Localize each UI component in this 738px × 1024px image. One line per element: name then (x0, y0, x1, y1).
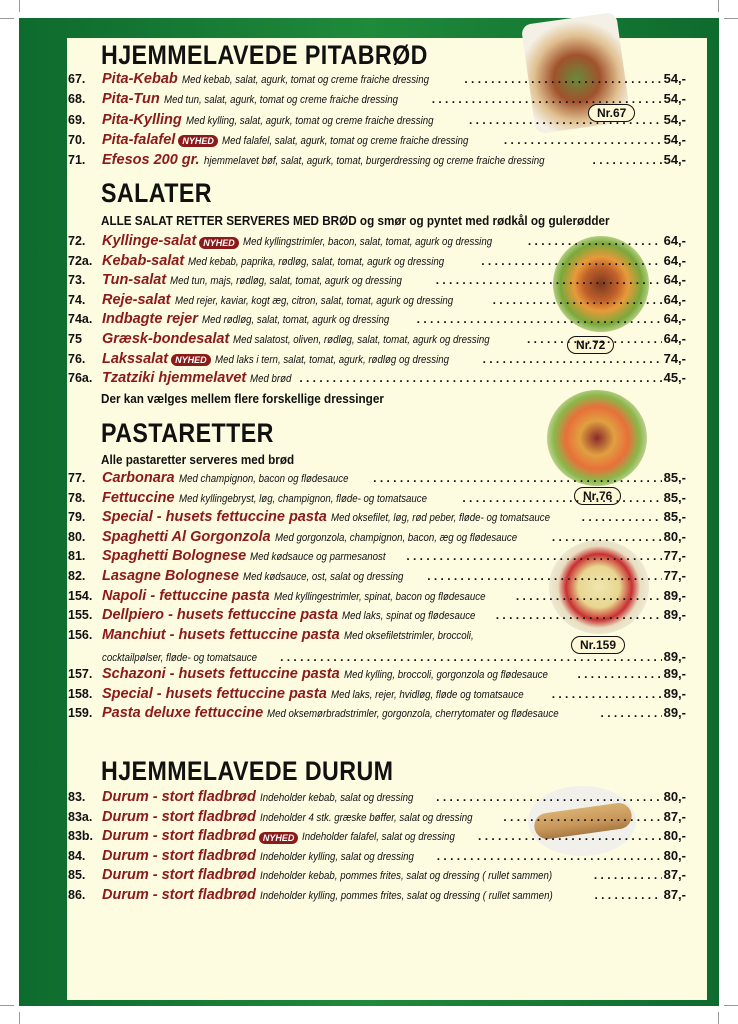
item-price: 80,- (663, 847, 686, 863)
nyhed-badge: NYHED (199, 237, 239, 249)
item-price: 74,- (663, 350, 686, 366)
item-description: Med laks, spinat og flødesauce (342, 610, 476, 623)
leader-dots (493, 293, 662, 307)
item-number: 86. (68, 888, 86, 902)
menu-item-row (68, 666, 686, 685)
item-description: Med oksefiletstrimler, broccoli, (343, 629, 474, 642)
item-name: Special - husets fettuccine pasta (102, 685, 327, 702)
item-name: Spaghetti Bolognese (102, 548, 247, 565)
item-price: 85,- (663, 489, 686, 505)
crop-mark (724, 18, 738, 19)
item-price: 80,- (663, 789, 686, 804)
item-description: Med kebab, salat, agurk, tomat og creme fraiche dressing (181, 74, 429, 86)
leader-dots (436, 790, 661, 804)
item-name: Durum - stort fladbrød (102, 828, 256, 845)
item-number: 156. (68, 627, 93, 642)
leader-dots (527, 332, 662, 346)
pasta-continuation-row (68, 649, 686, 668)
item-price: 89,- (663, 587, 686, 603)
menu-item-row (68, 509, 686, 528)
item-number: 154. (68, 588, 93, 603)
item-price: 54,- (663, 131, 686, 147)
item-price: 54,- (663, 91, 686, 107)
item-description: Med kyllingstrimler, bacon, salat, tomat, agurk og dressing (242, 236, 492, 248)
item-description: hjemmelavet bøf, salat, agurk, tomat, burgerdressing og creme fraiche dressing (203, 155, 545, 168)
leader-dots (406, 549, 661, 563)
leader-dots (552, 530, 662, 544)
leader-dots (427, 569, 661, 583)
item-description: Med kyllingestrimler, spinat, bacon og flødesauce (273, 590, 486, 603)
leader-dots (483, 352, 662, 366)
item-number: 72. (68, 234, 86, 248)
item-name: Pita-falafel (102, 131, 176, 148)
item-description: Med oksefilet, løg, rød peber, fløde- og tomatsauce (330, 512, 550, 525)
menu-item-row (68, 132, 686, 151)
nyhed-badge: NYHED (171, 354, 211, 366)
item-price: 54,- (663, 152, 686, 168)
menu-item-row (68, 331, 686, 350)
item-name: Carbonara (102, 470, 175, 486)
crop-mark (718, 1012, 719, 1024)
dressing-note: Der kan vælges mellem flere forskellige dressinger (101, 391, 384, 406)
menu-item-row (68, 292, 686, 311)
menu-item-row (68, 311, 686, 330)
item-price: 80,- (663, 528, 686, 544)
item-name: Pita-Kylling (102, 111, 182, 128)
item-description: Indeholder falafel, salat og dressing (302, 831, 456, 844)
menu-item-row (68, 887, 686, 906)
item-number: 83a. (68, 809, 93, 824)
item-name: Tun-salat (102, 272, 167, 289)
item-description: Med tun, salat, agurk, tomat og creme fraiche dressing (163, 94, 398, 107)
menu-item-row (68, 91, 686, 110)
leader-dots (503, 810, 661, 824)
nyhed-badge: NYHED (259, 832, 299, 844)
item-number: 81. (68, 549, 86, 564)
item-name: Pita-Tun (102, 91, 160, 108)
leader-dots (481, 254, 661, 268)
item-price: 89,- (663, 685, 686, 701)
item-price: 64,- (663, 291, 686, 307)
leader-dots (299, 371, 661, 385)
menu-item-row (68, 705, 686, 724)
leader-dots (582, 510, 662, 524)
leader-dots (437, 849, 662, 863)
crop-mark (724, 1005, 738, 1006)
menu-item-row (68, 828, 686, 847)
item-number: 73. (68, 273, 86, 288)
item-name: Manchiut - husets fettuccine pasta (102, 626, 340, 643)
leader-dots (516, 589, 662, 603)
item-price: 54,- (663, 111, 686, 127)
item-number: 75 (68, 332, 82, 346)
item-description: Med gorgonzola, champignon, bacon, æg og flødesauce (274, 531, 517, 544)
item-number: 85. (68, 868, 86, 883)
item-number: 157. (68, 667, 93, 681)
menu-item-row (68, 848, 686, 867)
menu-item-row (68, 686, 686, 705)
item-price: 64,- (663, 331, 686, 346)
crop-mark (0, 18, 14, 19)
item-description: Indeholder kylling, pommes frites, salat og dressing ( rullet sammen) (259, 890, 553, 902)
item-description: Med falafel, salat, agurk, tomat og creme fraiche dressing (221, 134, 469, 147)
menu-item-row (68, 370, 686, 389)
item-name: Durum - stort fladbrød (102, 789, 256, 805)
item-number: 84. (68, 848, 86, 863)
item-name: Pasta deluxe fettuccine (102, 705, 264, 722)
menu-item-row (68, 112, 686, 131)
item-number: 83b. (68, 829, 94, 844)
item-number: 76a. (68, 371, 93, 386)
item-description: cocktailpølser, fløde- og tomatsauce (102, 652, 257, 664)
item-price: 77,- (663, 568, 686, 583)
item-number: 69. (68, 112, 86, 127)
leader-dots (594, 888, 661, 902)
leader-dots (552, 687, 662, 701)
menu-item-row (68, 529, 686, 548)
menu-item-row (68, 470, 686, 489)
crop-mark (19, 0, 20, 12)
leader-dots (496, 608, 662, 622)
leader-dots (528, 234, 662, 248)
item-number: 70. (68, 132, 86, 147)
item-description: Med oksemørbradstrimler, gorgonzola, cherrytomater og flødesauce (267, 708, 559, 721)
item-price: 64,- (663, 252, 686, 268)
item-name: Græsk-bondesalat (102, 331, 230, 347)
item-number: 82. (68, 569, 86, 583)
section-title-pita: HJEMMELAVEDE PITABRØD (101, 40, 428, 70)
item-price: 89,- (663, 649, 686, 664)
menu-item-row (68, 490, 686, 509)
item-name: Spaghetti Al Gorgonzola (102, 528, 271, 545)
menu-item-row (68, 272, 686, 291)
item-number: 78. (68, 490, 86, 505)
item-price: 85,- (663, 470, 686, 485)
item-number: 67. (68, 72, 86, 86)
item-name: Durum - stort fladbrød (102, 867, 256, 884)
item-price: 54,- (663, 71, 686, 86)
leader-dots (436, 273, 662, 287)
item-number: 159. (68, 706, 93, 721)
menu-item-row (68, 867, 686, 886)
item-description: Med brød (250, 373, 292, 386)
item-number: 158. (68, 686, 93, 701)
item-description: Indeholder kylling, salat og dressing (259, 850, 414, 863)
leader-dots (462, 491, 661, 505)
leader-dots (469, 113, 662, 127)
crop-mark (0, 1005, 14, 1006)
crop-mark (19, 1012, 20, 1024)
item-name: Efesos 200 gr. (102, 152, 200, 169)
section-subtitle-pasta: Alle pastaretter serveres med brød (101, 452, 295, 467)
item-description: Med kødsauce, ost, salat og dressing (242, 571, 404, 583)
item-price: 64,- (663, 233, 686, 248)
leader-dots (417, 312, 662, 326)
item-description: Indeholder 4 stk. græske bøffer, salat og dressing (259, 811, 473, 824)
item-name: Special - husets fettuccine pasta (102, 509, 327, 526)
photo-label-salad2: Nr.76 (574, 487, 621, 505)
item-name: Reje-salat (102, 291, 171, 308)
item-name: Lasagne Bolognese (102, 568, 239, 584)
leader-dots (504, 133, 662, 147)
item-name: Durum - stort fladbrød (102, 808, 256, 825)
leader-dots (478, 829, 662, 843)
item-number: 80. (68, 529, 86, 544)
menu-item-row (68, 351, 686, 370)
item-name: Kebab-salat (102, 252, 185, 269)
menu-item-row (68, 152, 686, 171)
menu-item-row (68, 233, 686, 252)
item-number: 72a. (68, 253, 93, 268)
item-price: 80,- (663, 828, 686, 844)
menu-item-row (68, 71, 686, 90)
menu-item-row (68, 789, 686, 808)
section-title-pasta: PASTARETTER (101, 418, 274, 448)
item-price: 85,- (663, 509, 686, 525)
leader-dots (373, 471, 661, 485)
item-description: Med champignon, bacon og flødesauce (178, 473, 349, 485)
item-price: 89,- (663, 666, 686, 681)
photo-label-pita: Nr.67 (588, 104, 635, 122)
item-description: Med rejer, kaviar, kogt æg, citron, salat, tomat, agurk og dressing (174, 294, 453, 307)
item-number: 74a. (68, 312, 93, 327)
item-description: Med kylling, salat, agurk, tomat og creme fraiche dressing (185, 114, 434, 127)
section-title-durum: HJEMMELAVEDE DURUM (101, 756, 394, 786)
item-price: 89,- (663, 607, 686, 623)
leader-dots (593, 153, 662, 167)
item-number: 74. (68, 292, 86, 307)
menu-item-row (68, 627, 686, 646)
item-name: Indbagte rejer (102, 311, 198, 328)
item-name: Napoli - fettuccine pasta (102, 587, 270, 604)
item-number: 71. (68, 153, 86, 168)
leader-dots (594, 868, 662, 882)
crop-mark (718, 0, 719, 12)
item-number: 155. (68, 608, 93, 623)
item-name: Tzatziki hjemmelavet (102, 370, 247, 387)
item-description: Med tun, majs, rødløg, salat, tomat, agurk og dressing (170, 275, 403, 288)
item-name: Pita-Kebab (102, 71, 178, 87)
item-price: 89,- (663, 705, 686, 721)
item-name: Durum - stort fladbrød (102, 887, 256, 903)
item-price: 64,- (663, 272, 686, 288)
menu-item-row (68, 548, 686, 567)
item-name: Durum - stort fladbrød (102, 847, 256, 864)
item-description: Med salatost, oliven, rødløg, salat, tomat, agurk og dressing (233, 334, 490, 346)
item-number: 83. (68, 790, 86, 804)
item-name: Kyllinge-salat (102, 233, 197, 249)
item-description: Med kødsauce og parmesanost (250, 551, 386, 564)
item-name: Dellpiero - husets fettuccine pasta (102, 607, 339, 624)
item-name: Schazoni - husets fettuccine pasta (102, 666, 340, 682)
item-number: 77. (68, 471, 86, 485)
leader-dots (280, 650, 662, 664)
item-name: Lakssalat (102, 350, 169, 367)
leader-dots (432, 92, 662, 106)
photo-label-pasta: Nr.159 (571, 636, 625, 654)
photo-label-salad: Nr.72 (567, 336, 614, 354)
item-name: Fettuccine (102, 489, 175, 506)
item-description: Indeholder kebab, pommes frites, salat og dressing ( rullet sammen) (259, 870, 553, 883)
item-description: Med kebab, paprika, rødløg, salat, tomat, agurk og dressing (188, 255, 445, 268)
leader-dots (464, 72, 661, 86)
nyhed-badge: NYHED (178, 135, 218, 147)
item-number: 76. (68, 351, 86, 366)
item-price: 45,- (663, 370, 686, 386)
menu-item-row (68, 568, 686, 587)
menu-item-row (68, 607, 686, 626)
leader-dots (577, 667, 661, 681)
menu-item-row (68, 253, 686, 272)
item-description: Med kyllingebryst, løg, champignon, fløde- og tomatsauce (178, 492, 427, 505)
item-price: 64,- (663, 311, 686, 327)
item-number: 68. (68, 92, 86, 107)
item-description: Indeholder kebab, salat og dressing (259, 792, 414, 804)
item-number: 79. (68, 510, 86, 525)
leader-dots (601, 706, 662, 720)
item-price: 87,- (663, 867, 686, 883)
item-price: 87,- (663, 887, 686, 902)
menu-item-row (68, 588, 686, 607)
section-title-salater: SALATER (101, 178, 212, 208)
item-description: Med rødløg, salat, tomat, agurk og dressing (201, 314, 390, 327)
item-description: Med laks, rejer, hvidløg, fløde og tomatsauce (330, 688, 524, 701)
item-description: Med kylling, broccoli, gorgonzola og flødesauce (343, 669, 548, 681)
item-description: Med laks i tern, salat, tomat, agurk, rødløg og dressing (214, 353, 449, 366)
item-price: 77,- (663, 548, 686, 564)
section-subtitle-salater: ALLE SALAT RETTER SERVERES MED BRØD og smør og pyntet med rødkål og gulerødder (101, 213, 610, 228)
menu-item-row (68, 809, 686, 828)
item-price: 87,- (663, 808, 686, 824)
